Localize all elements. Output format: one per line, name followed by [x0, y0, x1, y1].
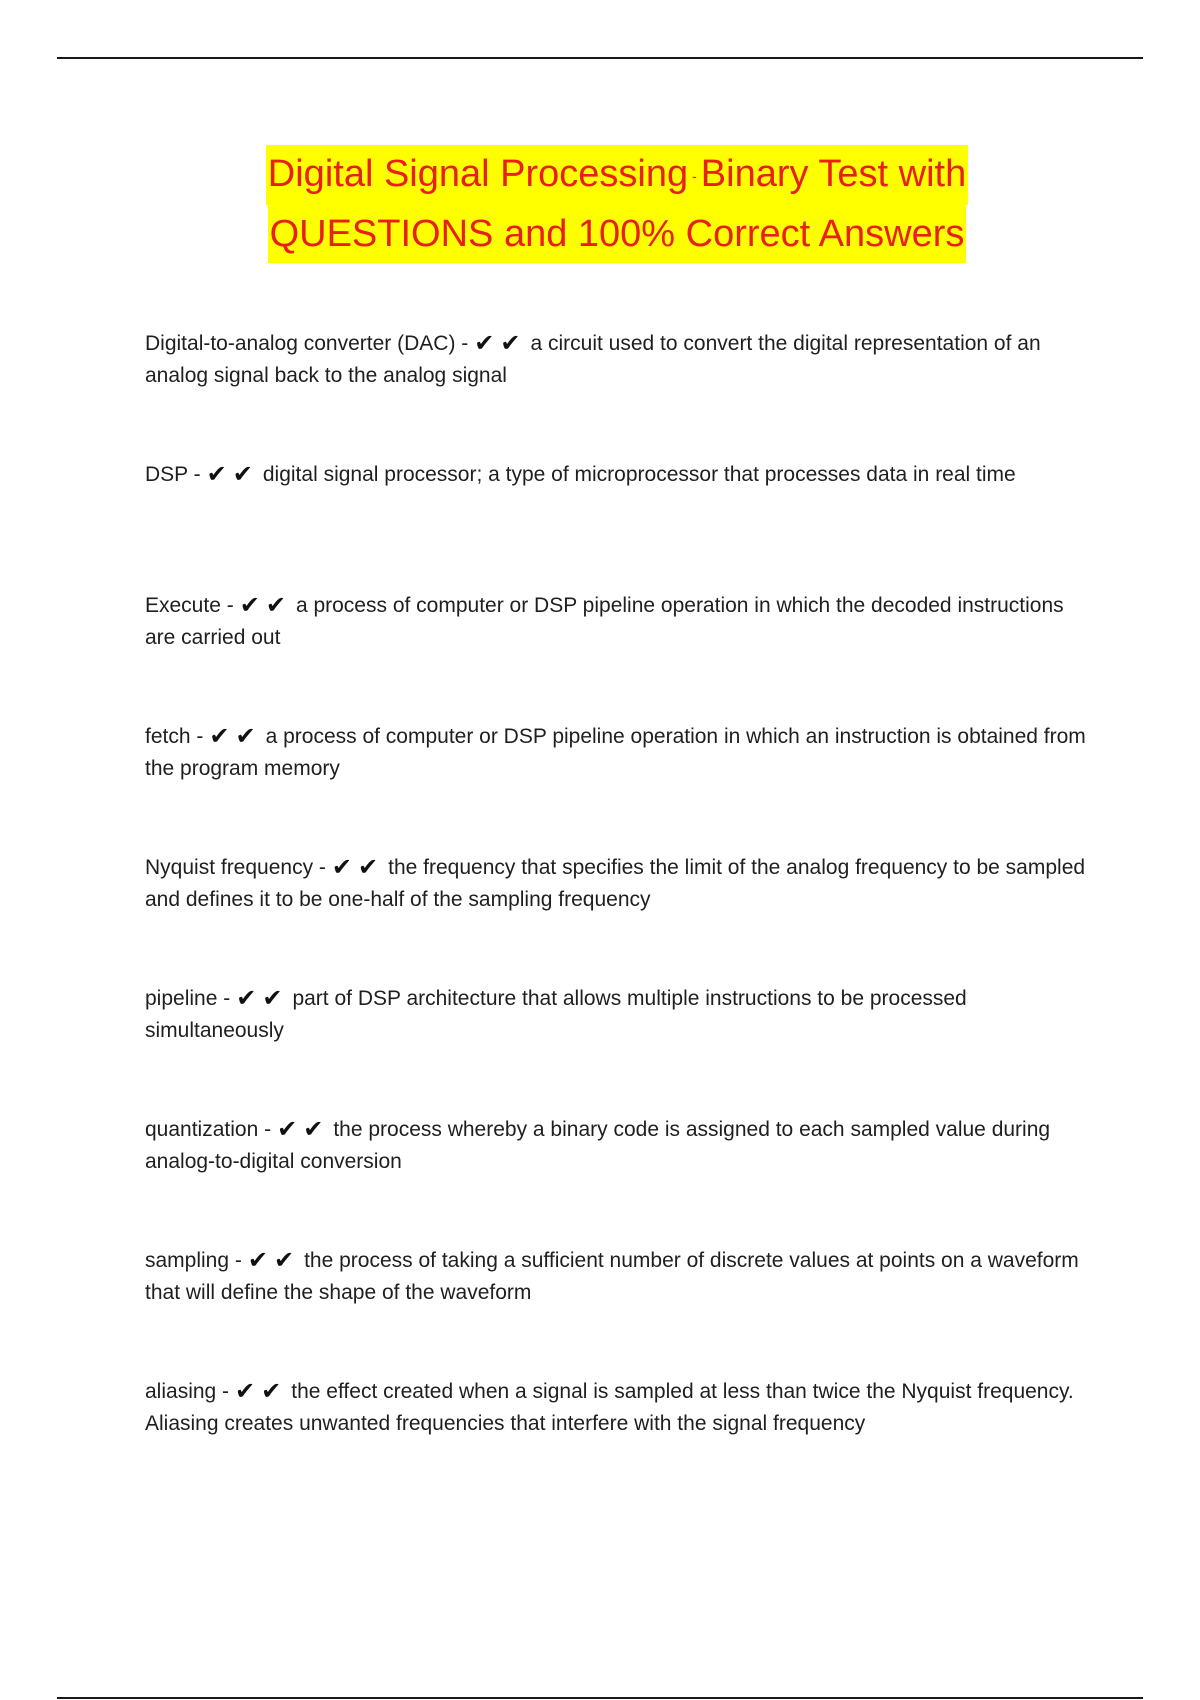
qa-entry — [145, 590, 1090, 654]
double-check-icon: ✔✔ — [209, 723, 262, 750]
entry-definition: the effect created when a signal is sampled at less than twice the Nyquist frequency. Aliasing creates unwanted frequencies that interfere with the signal frequency — [145, 1380, 1074, 1435]
title-part-1: Digital Signal Processing — [267, 153, 689, 195]
qa-entry — [145, 983, 1090, 1047]
entry-definition: a circuit used to convert the digital representation of an analog signal back to the analog signal — [145, 332, 1041, 387]
qa-entry — [145, 1114, 1090, 1178]
qa-entry — [145, 721, 1090, 785]
entry-definition: the process whereby a binary code is assigned to each sampled value during analog-to-digital conversion — [145, 1118, 1051, 1173]
entry-definition: the process of taking a sufficient number of discrete values at points on a waveform that will define the shape of the waveform — [145, 1249, 1079, 1304]
double-check-icon: ✔✔ — [331, 854, 385, 881]
double-check-icon: ✔✔ — [206, 461, 259, 488]
entry-definition: a process of computer or DSP pipeline operation in which the decoded instructions are carried out — [145, 594, 1064, 649]
bottom-rule — [57, 1697, 1143, 1699]
entry-term: aliasing - — [145, 1380, 230, 1403]
top-rule — [57, 57, 1143, 59]
qa-entry — [145, 1376, 1090, 1440]
entry-term: sampling - — [145, 1249, 242, 1272]
title-part-2: Binary Test with — [700, 153, 967, 195]
double-check-icon: ✔✔ — [239, 592, 292, 619]
entry-term: DSP - — [145, 463, 201, 486]
qa-entry — [145, 852, 1090, 916]
entry-term: Nyquist frequency - — [145, 856, 326, 879]
qa-entry — [145, 1245, 1090, 1309]
entry-term: quantization - — [145, 1118, 272, 1141]
entry-term: pipeline - — [145, 987, 231, 1010]
qa-entry — [145, 328, 1090, 392]
qa-entry — [145, 459, 1090, 491]
entry-definition: a process of computer or DSP pipeline operation in which an instruction is obtained from the program memory — [145, 725, 1086, 780]
title-line-2: QUESTIONS and 100% Correct Answers — [268, 205, 967, 263]
entry-definition: digital signal processor; a type of microprocessor that processes data in real time — [262, 463, 1016, 486]
entry-term: Digital-to-analog converter (DAC) - — [145, 332, 469, 355]
double-check-icon: ✔✔ — [277, 1116, 330, 1143]
double-check-icon: ✔✔ — [235, 1378, 288, 1405]
title-separator: - — [692, 167, 697, 184]
double-check-icon: ✔✔ — [474, 330, 527, 357]
double-check-icon: ✔✔ — [247, 1247, 301, 1274]
title-line-1 — [266, 145, 968, 205]
entry-definition: part of DSP architecture that allows multiple instructions to be processed simultaneously — [145, 987, 967, 1042]
qa-list — [145, 328, 1090, 1507]
entry-definition: the frequency that specifies the limit of the analog frequency to be sampled and defines it to be one-half of the sampling frequency — [145, 856, 1086, 911]
document-title — [0, 145, 1200, 263]
entry-term: fetch - — [145, 725, 204, 748]
entry-term: Execute - — [145, 594, 234, 617]
double-check-icon: ✔✔ — [236, 985, 289, 1012]
